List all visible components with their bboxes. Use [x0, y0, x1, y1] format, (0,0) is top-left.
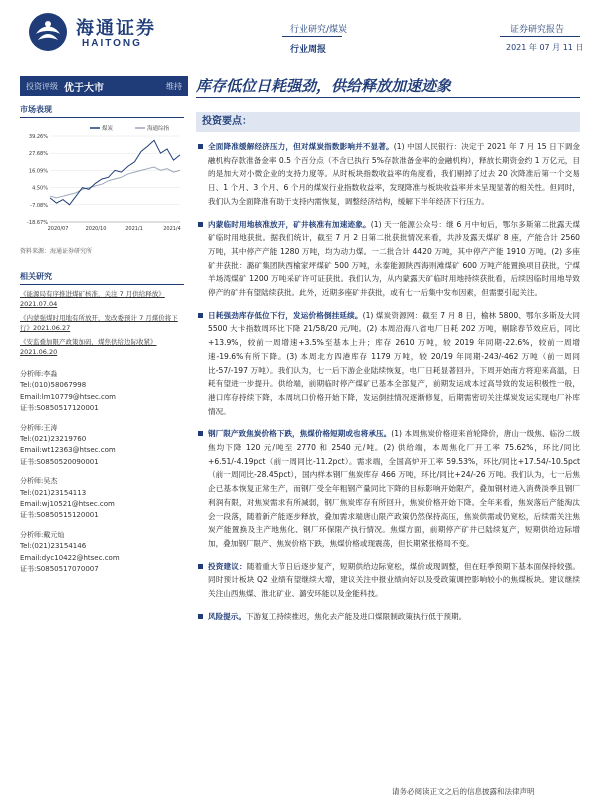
key-point	[196, 309, 580, 419]
analyst-email[interactable]: Email:wj10521@htsec.com	[20, 500, 115, 509]
key-point-lead: 投资建议：	[208, 561, 247, 571]
analyst-list	[20, 369, 184, 576]
logo-english: HAITONG	[82, 38, 142, 49]
page-header	[0, 0, 600, 62]
page-title: 库存低位日耗强劲，供给释放加速迹象	[196, 77, 452, 95]
analyst-cert: 证书:S0850515120001	[20, 511, 99, 520]
x-tick-label: 2021/4	[163, 226, 181, 232]
analyst-tel: Tel:(021)23219760	[20, 435, 87, 444]
analyst-cert: 证书:S0850517070007	[20, 565, 99, 574]
analyst-tel: Tel:(021)23154113	[20, 488, 87, 497]
left-sidebar	[20, 104, 184, 576]
key-point-body: 下游复工持续推迟，焦化去产能及进口煤限制政策执行低于预期。	[245, 611, 467, 621]
key-points-header: 投资要点：	[196, 112, 580, 132]
analyst-name: 分析师:王涛	[20, 423, 58, 432]
analyst-name: 分析师:戴元灿	[20, 530, 65, 539]
key-point	[196, 610, 580, 624]
x-tick-label: 2020/10	[85, 226, 107, 232]
market-header: 市场表现	[20, 104, 184, 118]
footer-disclaimer: 请务必阅读正文之后的信息披露和法律声明	[392, 787, 535, 796]
key-point-body: (1) 中国人民银行：决定于 2021 年 7 月 15 日下调金融机构存款准备金率 0.5 个百分点（不含已执行 5%存款准备金率的金融机构），释放长期资金约 1 万亿元，目的是加大对小微企业的支持力度等。从时板块指数收益率的角度看，我们剔掉了过去 20 次降准后第一个交易日、1 个月、3 个月、6 个月的煤炭行业指数收益率，发现降准与板块收益率并未呈现显著的相关性。但同时，我们认为全面降准有助于支持内需恢复，调整经济结构，缓解下半年经济下行压力。	[208, 142, 580, 206]
related-link[interactable]: 《能源局有序推进煤矿核准，关注 7 月供给释放》2021.07.04	[20, 290, 165, 308]
analyst-email[interactable]: Email:dyc10422@htsec.com	[20, 553, 120, 562]
key-point	[196, 427, 580, 550]
divider	[282, 36, 342, 37]
key-point-body: (1) 本周焦炭价格迎来首轮降价，唐山一级焦、临汾二级焦均下降 120 元/吨至 2770 和 2540 元/吨。(2) 供给端，本周焦化厂开工率 75.62%，环比/同比+6.51/-4.19pct（前一周同比-11.2pct）。需求端，全国高炉开工率 59.53%，环比/同比+17.54/-10.5pct（前一周同比-28.45pct），国内样本钢厂焦炭库存 466 万吨，环比/同比+24/-26 万吨。我们认为，七一后焦企已基本恢复正常生产，而钢厂受全年粗钢产量同比下降的目标影响开始限产，叠加钢材进入消费淡季且钢厂利润有限，对焦炭需求有所减弱，钢厂焦炭库存有所回升，焦炭价格开始下降。全年来看，焦炭落后产能淘汰会一段落，随着新产能逐步释放，叠加需求端唐山限产政策仍然保持高压，焦炭供需或仍宽松，后续需关注焦炭产能置换及主产地焦化、钢厂环保限产执行情况。焦煤方面，前期停产矿井已陆续复产，短期供给边际增加，叠加钢厂限产、焦炭价格下跌，焦煤价格或现震荡，但长期紧张格局不变。	[208, 429, 580, 548]
key-point-lead: 风险提示。	[208, 611, 246, 621]
report-category: 行业研究/煤炭	[290, 25, 348, 35]
divider	[196, 97, 580, 98]
key-point-body: (1) 天一能源公众号：继 6 月中旬后，鄂尔多斯第二批露天煤矿临时用地获批。据我们统计，截至 7 月 2 日第二批获批情况来看，共涉及露天煤矿 8 座，产能合计 2560 万吨，其中停产产能 1280 万吨，均为动力煤。一二批合计 4420 万吨，其中停产产能 1910 万吨。(2) 多座矿井获批：潞矿集团陕西榆家坪煤矿 500 万吨，永泰能源陕西海则滩煤矿 600 万吨产能置换项目获批，宁煤羊场湾煤矿 1200 万吨采矿许可证获批。我们认为，从内蒙露天矿临时用地持续获批看，后续因临时用地导致停产的矿井有望陆续获批。此外，近期多座矿井获批，或有七一后集中发布因素，但需要引起关注。	[208, 219, 580, 298]
rating-bar	[20, 76, 188, 96]
related-link[interactable]: 《内蒙强煤时用地有所放开，发改委预计 7 月煤价将下行》2021.06.27	[20, 314, 178, 332]
analyst-tel: Tel:(010)58067998	[20, 381, 87, 390]
y-tick-label: 39.26%	[28, 134, 48, 140]
key-point-body: 随着重大节日后逐步复产，短期供给边际宽松，煤价或现调整，但在旺季预期下基本面保持较强。同时预计板块 Q2 业绩有望继续大增，建议关注中报业绩向好以及受政策调控影响较小的焦煤板块。建议继续关注山西焦煤、淮北矿业、潞安环能以及金能科技。	[208, 561, 581, 599]
analyst-block	[20, 369, 184, 415]
y-tick-label: 4.50%	[32, 185, 48, 192]
logo-chinese: 海通证券	[76, 18, 156, 39]
main-content	[196, 112, 580, 633]
key-point	[196, 218, 580, 300]
x-tick-label: 2021/1	[125, 226, 143, 232]
key-point-lead: 内蒙临时用地核准放开，矿井核准有加速迹象。	[208, 219, 371, 229]
key-point	[196, 560, 580, 601]
market-chart-svg	[20, 122, 184, 242]
legend-label: 煤炭	[102, 126, 114, 132]
x-tick-label: 2020/07	[47, 226, 69, 232]
rating-value: 优于大市	[64, 82, 104, 94]
analyst-cert: 证书:S0850520090001	[20, 457, 99, 466]
key-point-body: (1) 煤炭资源网：截至 7 月 8 日，榆林 5800、鄂尔多斯及大同 5500 大卡指数周环比下降 21/58/20 元/吨。(2) 本周沿海八省电厂日耗 202 万吨，剔除春节效应后，同比+13.9%，较前一周增速+3.5%至基本上升；库存 2610 万吨，较 2019 年同期-22.6%，较前一周增速-19.6%有所下降。(3) 本周北方四港库存 1179 万吨，较 20/19 年同期-243/-462 万吨（前一周同比-57/-197 万吨）。我们认为，七一后下游企业陆续恢复，电厂日耗显著回升，下周开始南方将迎来高温，日耗有望进一步提升。供给端，前期临时停产煤矿已基本全部复产，前期发运成本过高导致的发运积极性一般，港口库存持续下降，本周坑口价格开始下降，发运倒挂情况逐渐修复，后期需密切关注煤炭发运实现电厂补库情况。	[208, 310, 580, 416]
key-point	[196, 140, 580, 209]
report-date: 2021 年 07 月 11 日	[506, 43, 584, 52]
y-tick-label: 27.68%	[28, 151, 48, 158]
analyst-cert: 证书:S0850517120001	[20, 404, 99, 413]
key-point-lead: 全面降准缓解经济压力，但对煤炭指数影响并不显著。	[208, 142, 394, 151]
series-line-index	[50, 167, 180, 198]
report-type: 行业周报	[290, 45, 327, 55]
key-point-lead: 日耗强劲库存低位下行，发运价格倒挂延续。	[208, 310, 363, 320]
analyst-name: 分析师:李淼	[20, 370, 58, 378]
chart-source: 资料来源：海通证券研究所	[20, 248, 93, 255]
analyst-email[interactable]: Email:wt12363@htsec.com	[20, 446, 116, 455]
key-point-lead: 钢厂限产致焦炭价格下跌，焦煤价格短期或也将承压。	[208, 429, 392, 439]
series-line-coal	[50, 140, 180, 205]
analyst-block	[20, 476, 184, 522]
related-list	[20, 289, 184, 357]
y-tick-label: -18.67%	[27, 220, 48, 226]
divider	[500, 36, 580, 37]
analyst-block	[20, 423, 184, 469]
analyst-tel: Tel:(021)23154146	[20, 542, 87, 551]
analyst-block	[20, 530, 184, 576]
related-link[interactable]: 《安监叠加限产政策加码，煤焦供给边际收紧》2021.06.20	[20, 338, 157, 356]
y-tick-label: 16.09%	[28, 168, 48, 175]
y-tick-label: -7.08%	[30, 202, 48, 209]
analyst-email[interactable]: Email:lm10779@htsec.com	[20, 392, 116, 401]
header-right-label: 证券研究报告	[510, 25, 565, 35]
haitong-logo-icon	[28, 12, 68, 52]
related-header: 相关研究	[20, 271, 184, 285]
rating-status: 维持	[166, 81, 182, 91]
analyst-name: 分析师:吴杰	[20, 477, 58, 486]
market-chart	[20, 122, 184, 242]
legend-label: 海通综指	[147, 126, 170, 132]
rating-label: 投资评级	[26, 81, 58, 91]
